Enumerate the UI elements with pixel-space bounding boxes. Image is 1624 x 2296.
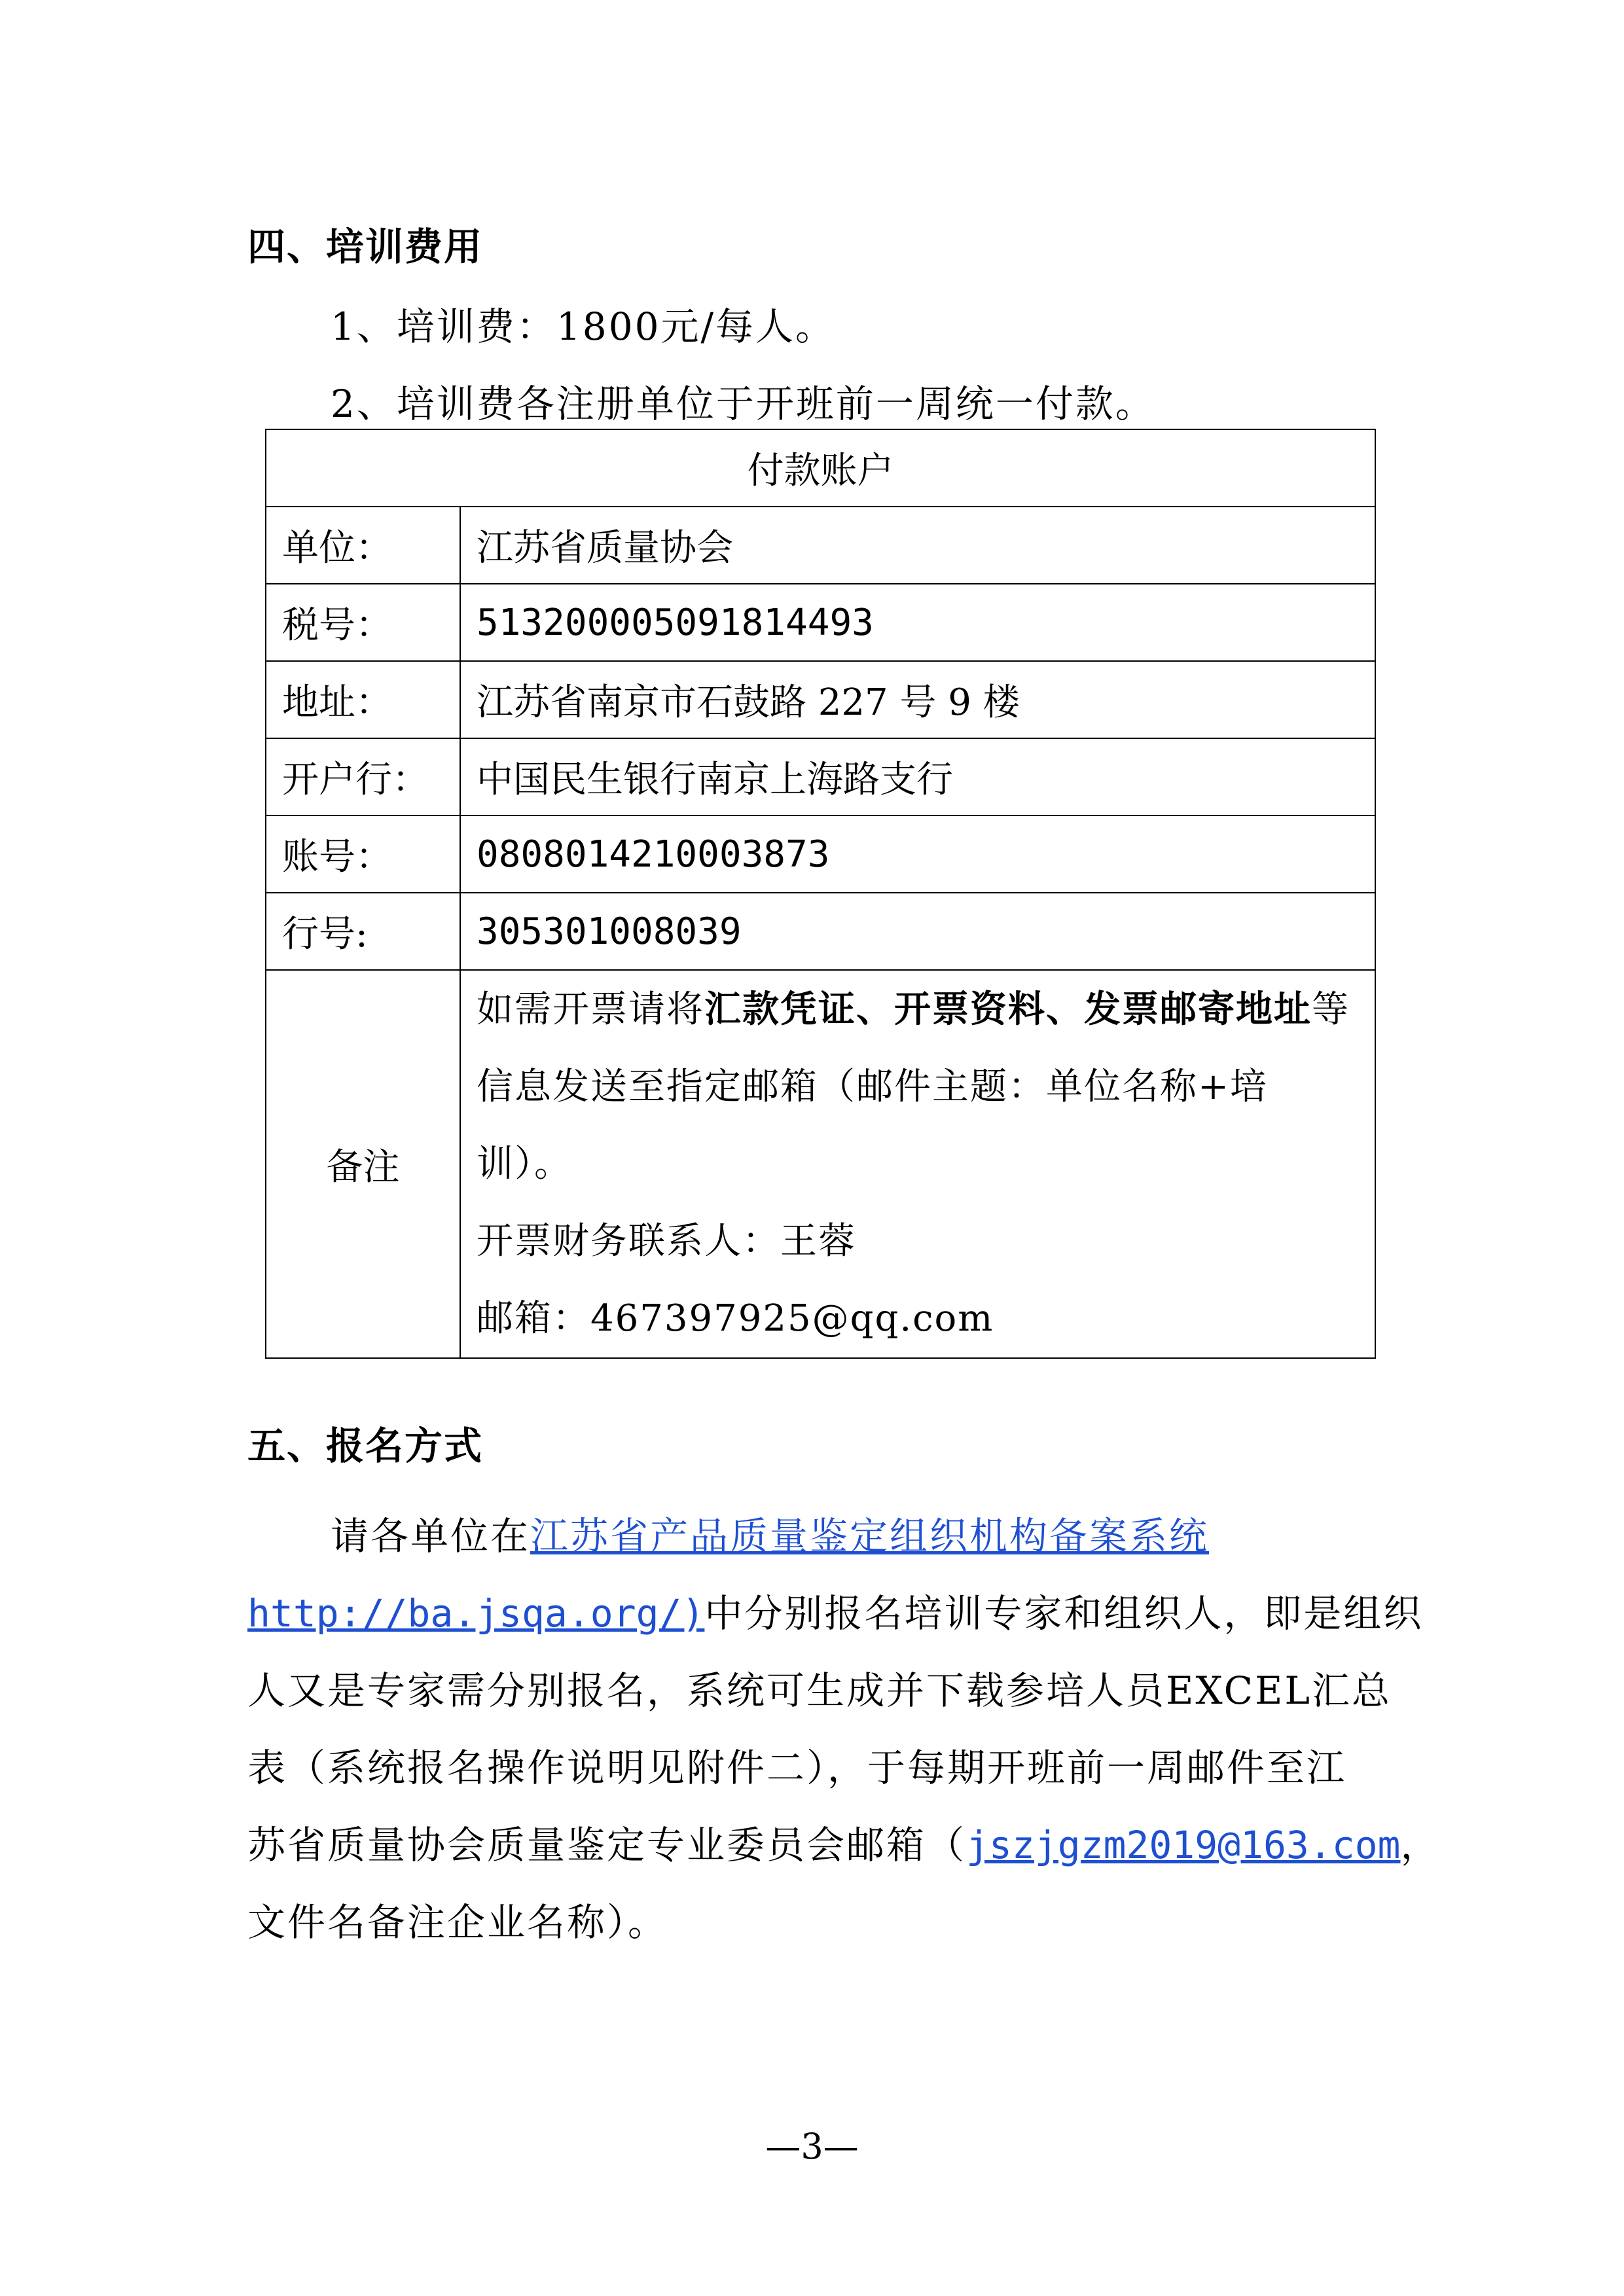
registration-paragraph-line-6: 文件名备注企业名称）。 — [247, 1900, 668, 1945]
registration-text: 中分别报名培训专家和组织人，即是组织 — [704, 1591, 1424, 1636]
section-heading-registration: 五、报名方式 — [247, 1424, 484, 1468]
row-label-account: 账号： — [266, 816, 460, 893]
remark-line-2: 信息发送至指定邮箱（邮件主题：单位名称+培训）。 — [477, 1066, 1268, 1185]
row-label-bank: 开户行： — [266, 738, 460, 816]
registration-paragraph-line-4: 表（系统报名操作说明见附件二），于每期开班前一周邮件至江 — [247, 1746, 1347, 1790]
row-label-address: 地址： — [266, 661, 460, 738]
payment-table-title: 付款账户 — [266, 429, 1375, 507]
row-value-bank: 中国民生银行南京上海路支行 — [460, 738, 1375, 816]
row-value-account: 0808014210003873 — [460, 816, 1375, 893]
row-label-bank-code: 行号: — [266, 893, 460, 970]
row-label-tax-id: 税号： — [266, 584, 460, 661]
remark-line-3: 开票财务联系人：王蓉 — [477, 1220, 856, 1263]
row-label-unit: 单位： — [266, 507, 460, 584]
row-value-tax-id: 513200005091814493 — [460, 584, 1375, 661]
payment-account-table — [265, 429, 1376, 1359]
remark-bold-text: 汇款凭证、开票资料、发票邮寄地址 — [704, 988, 1312, 1031]
registration-email-link[interactable]: jszjgzm2019@163.com — [966, 1823, 1401, 1867]
registration-paragraph-line-1 — [331, 1505, 1209, 1560]
remark-line-1 — [477, 971, 1359, 1049]
registration-text-end: ， — [1400, 1823, 1441, 1867]
remark-email: 邮箱：467397925@qq.com — [477, 1297, 994, 1340]
row-label-remark: 备注 — [266, 970, 460, 1358]
page-number: —3— — [765, 2126, 859, 2167]
registration-system-link[interactable]: 江苏省产品质量鉴定组织机构备案系统 — [530, 1514, 1210, 1558]
registration-paragraph-line-5 — [247, 1814, 1441, 1869]
registration-text: 请各单位在 — [331, 1514, 531, 1558]
remark-text: 如需开票请将 — [477, 988, 704, 1031]
row-value-remark — [460, 970, 1375, 1358]
registration-paragraph-line-3: 人又是专家需分别报名，系统可生成并下载参培人员EXCEL汇总 — [247, 1668, 1392, 1713]
section-heading-training-fee: 四、培训费用 — [247, 224, 484, 269]
registration-url-link[interactable]: http://ba.jsqa.org/) — [247, 1591, 705, 1636]
row-value-unit: 江苏省质量协会 — [460, 507, 1375, 584]
row-value-address: 江苏省南京市石鼓路 227 号 9 楼 — [460, 661, 1375, 738]
remark-text-end: 等 — [1312, 988, 1350, 1031]
fee-item-2: 2、培训费各注册单位于开班前一周统一付款。 — [331, 382, 1155, 426]
registration-text: 苏省质量协会质量鉴定专业委员会邮箱（ — [247, 1823, 967, 1867]
row-value-bank-code: 305301008039 — [460, 893, 1375, 970]
registration-paragraph-line-2 — [247, 1583, 1423, 1638]
fee-item-1: 1、培训费：1800元/每人。 — [331, 304, 836, 349]
